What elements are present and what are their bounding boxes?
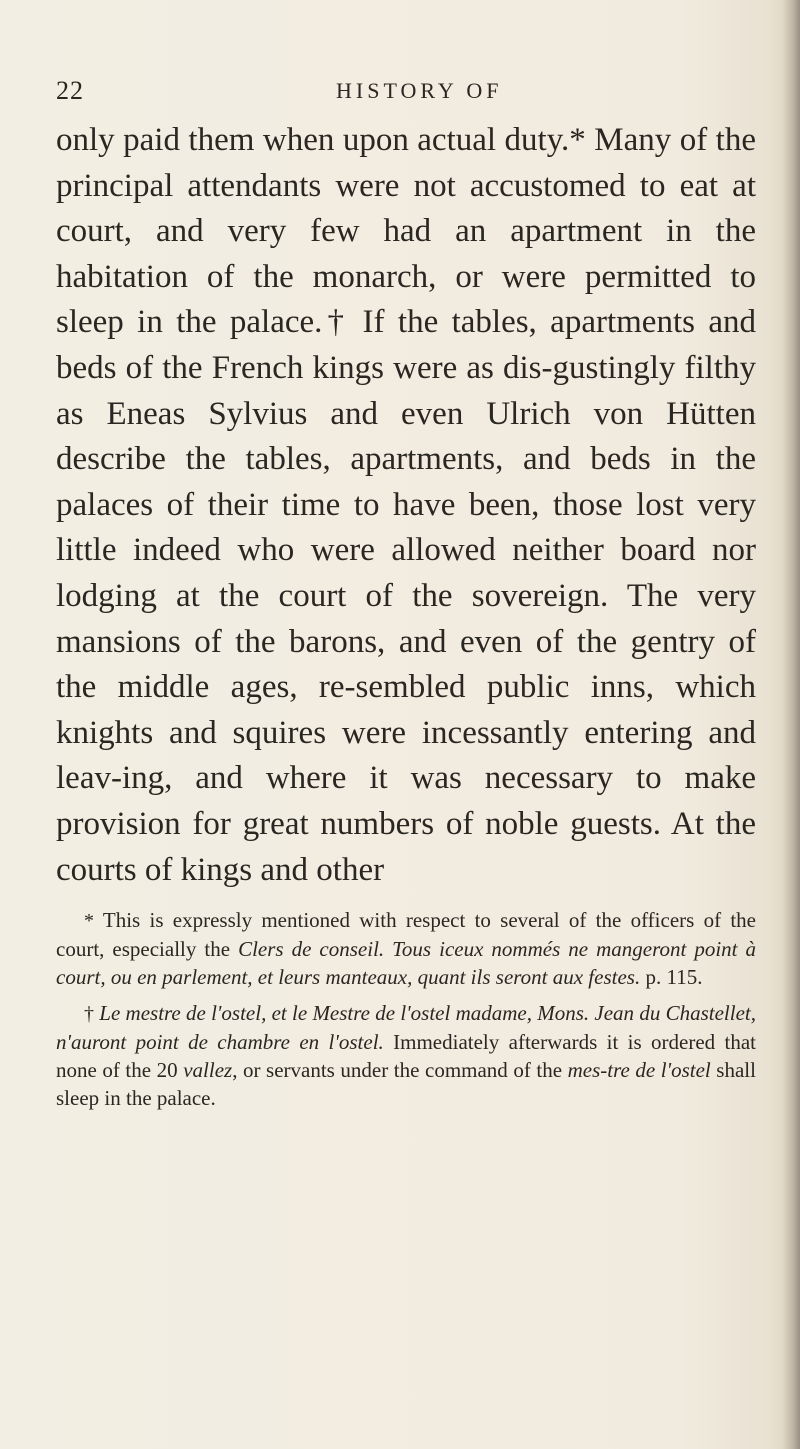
page-number: 22 (56, 76, 84, 105)
page-edge-shadow (782, 0, 800, 1449)
main-text (56, 118, 756, 893)
footnote-text: shall sleep in the palace. (56, 1058, 756, 1110)
footnote-mark: * (84, 910, 94, 932)
footnote-1 (56, 906, 756, 991)
footnote-term: vallez (183, 1058, 233, 1082)
running-head: HISTORY OF (336, 78, 503, 103)
footnote-2 (56, 999, 756, 1112)
footnote-text: This is expressly mentioned with respect to several of the officers of the court, especially the (56, 908, 756, 961)
footnotes (56, 906, 756, 1120)
footnote-text: p. 115. (640, 965, 703, 989)
footnote-mark: † (84, 1003, 95, 1025)
footnote-quote: Le mestre de l'ostel, et le Mestre de l'ostel madame, Mons. Jean du Chastellet, n'auront point de chambre en l'ostel. (56, 1001, 756, 1054)
footnote-text: , or servants under the command of the (232, 1058, 568, 1082)
body-paragraph: only paid them when upon actual duty.* Many of the principal attendants were not accustomed to eat at court, and very few had an apartment in the habitation of the monarch, or were permitted to sleep in the palace.† If the tables, apartments and beds of the French kings were as dis-gustingly filthy as Eneas Sylvius and even Ulrich von Hütten describe the tables, apartments, and beds in the palaces of their time to have been, those lost very little indeed who were allowed neither board nor lodging at the court of the sovereign. The very mansions of the barons, and even of the gentry of the middle ages, re-sembled public inns, which knights and squires were incessantly entering and leav-ing, and where it was necessary to make provision for great numbers of noble guests. At the courts of kings and other (56, 122, 756, 888)
footnote-text: Immediately afterwards it is ordered that none of the 20 (56, 1030, 756, 1082)
page-header (56, 76, 746, 116)
footnote-quote: Clers de conseil. Tous iceux nommés ne mangeront point à court, ou en parlement, et leurs manteaux, quant ils seront aux festes. (56, 937, 757, 989)
footnote-term: mes-tre de l'ostel (567, 1058, 711, 1082)
